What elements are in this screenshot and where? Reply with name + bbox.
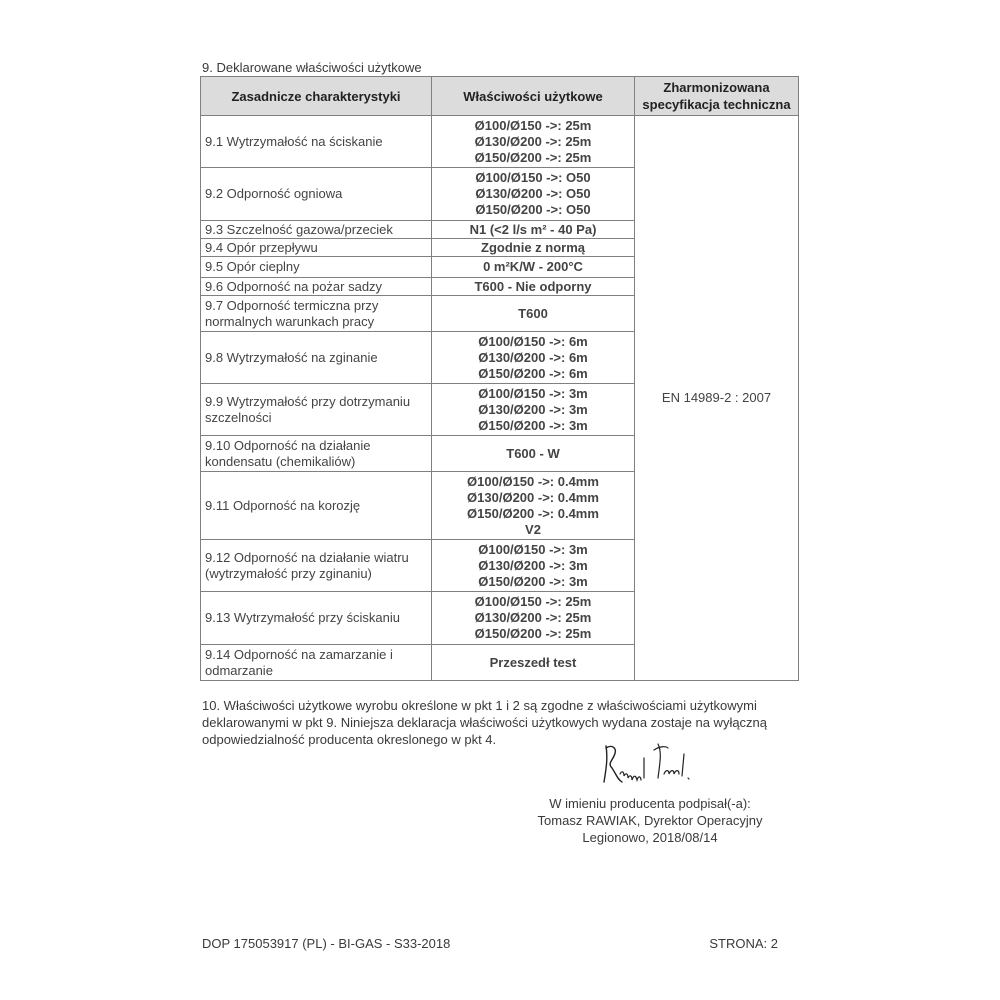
property-value: N1 (<2 l/s m² - 40 Pa) — [469, 221, 597, 237]
table-body — [201, 116, 799, 681]
characteristic-cell: 9.6 Odporność na pożar sadzy — [201, 278, 432, 296]
signer-block — [530, 795, 770, 846]
property-cell — [432, 645, 635, 681]
characteristic-cell: 9.3 Szczelność gazowa/przeciek — [201, 221, 432, 239]
property-value: Ø130/Ø200 ->: 25m — [474, 133, 592, 149]
property-cell — [432, 278, 635, 296]
property-value: Zgodnie z normą — [481, 239, 585, 255]
property-cell — [432, 221, 635, 239]
section-title: 9. Deklarowane właściwości użytkowe — [202, 60, 422, 75]
property-value: Ø100/Ø150 ->: O50 — [475, 170, 591, 185]
header-properties: Właściwości użytkowe — [432, 77, 635, 116]
property-cell — [432, 540, 635, 592]
signer-line-3: Legionowo, 2018/08/14 — [582, 830, 718, 845]
characteristic-cell: 9.10 Odporność na działanie kondensatu (chemikaliów) — [201, 436, 432, 472]
characteristic-cell: 9.9 Wytrzymałość przy dotrzymaniu szczelności — [201, 384, 432, 436]
property-value: Ø150/Ø200 ->: 25m — [474, 149, 592, 165]
property-cell — [432, 116, 635, 168]
characteristic-cell: 9.5 Opór cieplny — [201, 257, 432, 278]
property-cell — [432, 472, 635, 540]
property-value: Ø100/Ø150 ->: 3m — [478, 385, 588, 401]
characteristic-cell: 9.8 Wytrzymałość na zginanie — [201, 332, 432, 384]
characteristic-cell: 9.7 Odporność termiczna przy normalnych warunkach pracy — [201, 296, 432, 332]
property-value: V2 — [525, 521, 541, 537]
property-value: T600 — [518, 305, 548, 321]
table-row — [201, 116, 799, 168]
characteristic-cell: 9.14 Odporność na zamarzanie i odmarzanie — [201, 645, 432, 681]
property-value: Ø100/Ø150 ->: 3m — [478, 541, 588, 557]
characteristic-cell: 9.1 Wytrzymałość na ściskanie — [201, 116, 432, 168]
header-specification: Zharmonizowana specyfikacja techniczna — [635, 77, 799, 116]
characteristic-cell: 9.13 Wytrzymałość przy ściskaniu — [201, 592, 432, 645]
property-value: Ø100/Ø150 ->: 6m — [478, 333, 588, 349]
property-value: Ø130/Ø200 ->: 0.4mm — [467, 489, 599, 505]
property-cell — [432, 168, 635, 221]
characteristic-cell: 9.4 Opór przepływu — [201, 239, 432, 257]
property-value: Ø100/Ø150 ->: 0.4mm — [467, 473, 599, 489]
signer-line-2: Tomasz RAWIAK, Dyrektor Operacyjny — [537, 813, 763, 828]
specification-cell: EN 14989-2 : 2007 — [635, 116, 799, 681]
characteristic-cell: 9.12 Odporność na działanie wiatru (wytrzymałość przy zginaniu) — [201, 540, 432, 592]
property-cell — [432, 384, 635, 436]
property-value: Ø150/Ø200 ->: 25m — [474, 626, 592, 641]
footer-document-id: DOP 175053917 (PL) - BI-GAS - S33-2018 — [202, 936, 451, 951]
property-cell — [432, 332, 635, 384]
property-value: Ø100/Ø150 ->: 25m — [474, 594, 592, 609]
table-header-row — [201, 77, 799, 116]
properties-table — [200, 76, 799, 681]
property-cell — [432, 592, 635, 645]
characteristic-cell: 9.2 Odporność ogniowa — [201, 168, 432, 221]
property-cell — [432, 296, 635, 332]
property-cell — [432, 257, 635, 278]
property-value: Ø150/Ø200 ->: O50 — [475, 202, 591, 217]
property-value: T600 - Nie odporny — [474, 278, 592, 294]
property-value: Ø150/Ø200 ->: 3m — [478, 573, 588, 589]
signature-image — [598, 738, 698, 788]
property-value: Ø130/Ø200 ->: 3m — [478, 401, 588, 417]
property-value: Ø100/Ø150 ->: 25m — [474, 117, 592, 133]
closing-statement: 10. Właściwości użytkowe wyrobu określone w pkt 1 i 2 są zgodne z właściwościami użytkowymi deklarowanymi w pkt 9. Niniejsza deklaracja właściwości użytkowych wydana zostaje na wyłączną odpowiedzialność producenta okreslonego w pkt 4. — [202, 698, 768, 747]
property-value: 0 m²K/W - 200°C — [483, 259, 583, 274]
property-value: T600 - W — [506, 445, 560, 461]
property-value: Ø130/Ø200 ->: 25m — [474, 610, 592, 625]
header-characteristics: Zasadnicze charakterystyki — [201, 77, 432, 116]
property-value: Ø130/Ø200 ->: 6m — [478, 349, 588, 365]
property-cell — [432, 239, 635, 257]
property-cell — [432, 436, 635, 472]
property-value: Ø130/Ø200 ->: 3m — [478, 557, 588, 573]
property-value: Ø150/Ø200 ->: 3m — [478, 417, 588, 433]
signer-line-1: W imieniu producenta podpisał(-a): — [549, 796, 751, 811]
property-value: Ø150/Ø200 ->: 6m — [478, 365, 588, 381]
characteristic-cell: 9.11 Odporność na korozję — [201, 472, 432, 540]
property-value: Przeszedł test — [489, 654, 577, 670]
property-value: Ø150/Ø200 ->: 0.4mm — [467, 505, 599, 521]
footer-page-number: STRONA: 2 — [709, 936, 778, 951]
property-value: Ø130/Ø200 ->: O50 — [475, 186, 591, 201]
